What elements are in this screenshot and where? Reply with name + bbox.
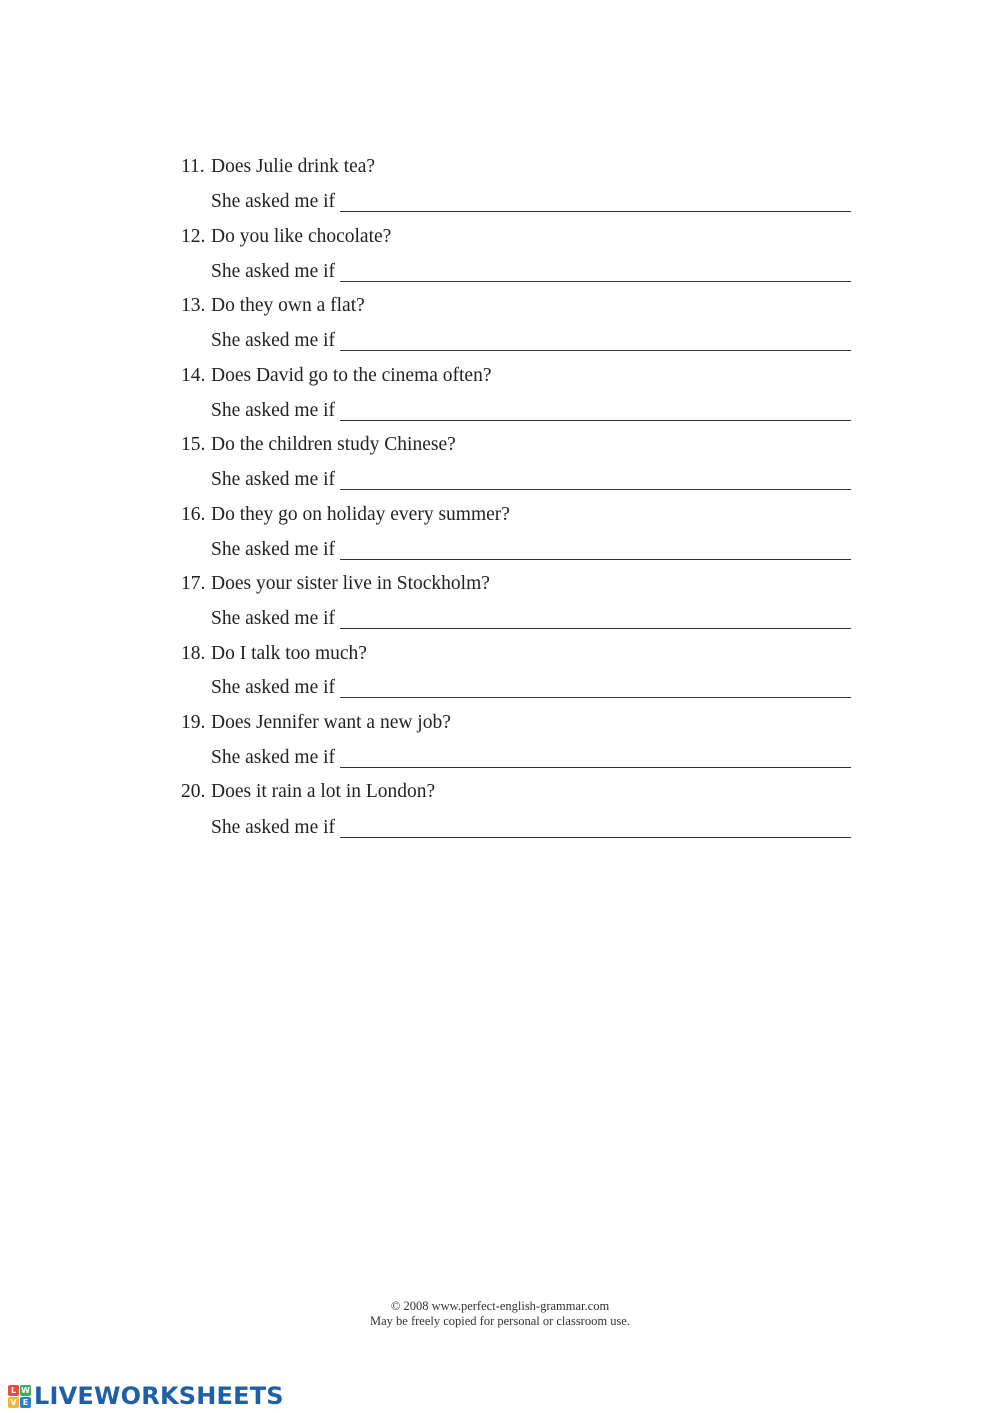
answer-blank[interactable] [340,401,851,421]
question-15 [181,433,456,457]
logo-block: L [8,1385,19,1396]
question-number: 15. [181,434,206,455]
answer-blank[interactable] [340,678,851,698]
question-13 [181,294,365,318]
answer-blank[interactable] [340,192,851,212]
answer-line-18 [211,676,851,700]
question-number: 13. [181,295,206,316]
answer-blank[interactable] [340,470,851,490]
question-18 [181,642,367,666]
brand-name: LIVEWORKSHEETS [34,1382,284,1410]
answer-blank[interactable] [340,609,851,629]
question-12 [181,225,391,249]
question-text: Do they go on holiday every summer? [211,504,510,525]
answer-prefix: She asked me if [211,330,336,351]
question-number: 12. [181,226,206,247]
question-text: Does Jennifer want a new job? [211,712,451,733]
question-number: 11. [181,156,205,177]
logo-block: V [8,1397,19,1408]
liveworksheets-logo-icon [8,1385,31,1408]
question-text: Does Julie drink tea? [211,156,376,177]
question-19 [181,711,451,735]
answer-prefix: She asked me if [211,539,336,560]
copyright-notice: © 2008 www.perfect-english-grammar.com [390,1299,610,1313]
answer-blank[interactable] [340,818,851,838]
question-text: Do the children study Chinese? [211,434,456,455]
question-text: Do I talk too much? [211,643,367,664]
answer-line-20 [211,816,851,840]
answer-prefix: She asked me if [211,817,336,838]
question-16 [181,503,510,527]
question-number: 19. [181,712,206,733]
question-text: Does your sister live in Stockholm? [211,573,490,594]
answer-prefix: She asked me if [211,400,336,421]
answer-prefix: She asked me if [211,747,336,768]
question-number: 17. [181,573,206,594]
logo-block: W [21,1385,30,1395]
question-number: 20. [181,781,206,802]
answer-line-16 [211,538,851,562]
answer-blank[interactable] [340,748,851,768]
liveworksheets-brand[interactable] [8,1381,284,1411]
answer-prefix: She asked me if [211,608,336,629]
answer-prefix: She asked me if [211,191,336,212]
answer-prefix: She asked me if [211,677,336,698]
answer-line-17 [211,607,851,631]
answer-line-14 [211,399,851,423]
question-17 [181,572,490,596]
answer-blank[interactable] [340,540,851,560]
license-notice: May be freely copied for personal or classroom use. [370,1314,630,1328]
answer-line-11 [211,190,851,214]
answer-line-19 [211,746,851,770]
answer-line-13 [211,329,851,353]
question-11 [181,155,375,179]
question-number: 18. [181,643,206,664]
logo-block: E [20,1397,31,1408]
question-20 [181,780,435,804]
question-text: Do you like chocolate? [211,226,392,247]
question-number: 14. [181,365,206,386]
question-text: Do they own a flat? [211,295,365,316]
answer-line-12 [211,260,851,284]
answer-line-15 [211,468,851,492]
answer-blank[interactable] [340,331,851,351]
question-text: Does it rain a lot in London? [211,781,436,802]
question-14 [181,364,492,388]
question-number: 16. [181,504,206,525]
answer-prefix: She asked me if [211,261,336,282]
question-text: Does David go to the cinema often? [211,365,492,386]
answer-blank[interactable] [340,262,851,282]
answer-prefix: She asked me if [211,469,336,490]
page-footer [0,1299,1000,1329]
